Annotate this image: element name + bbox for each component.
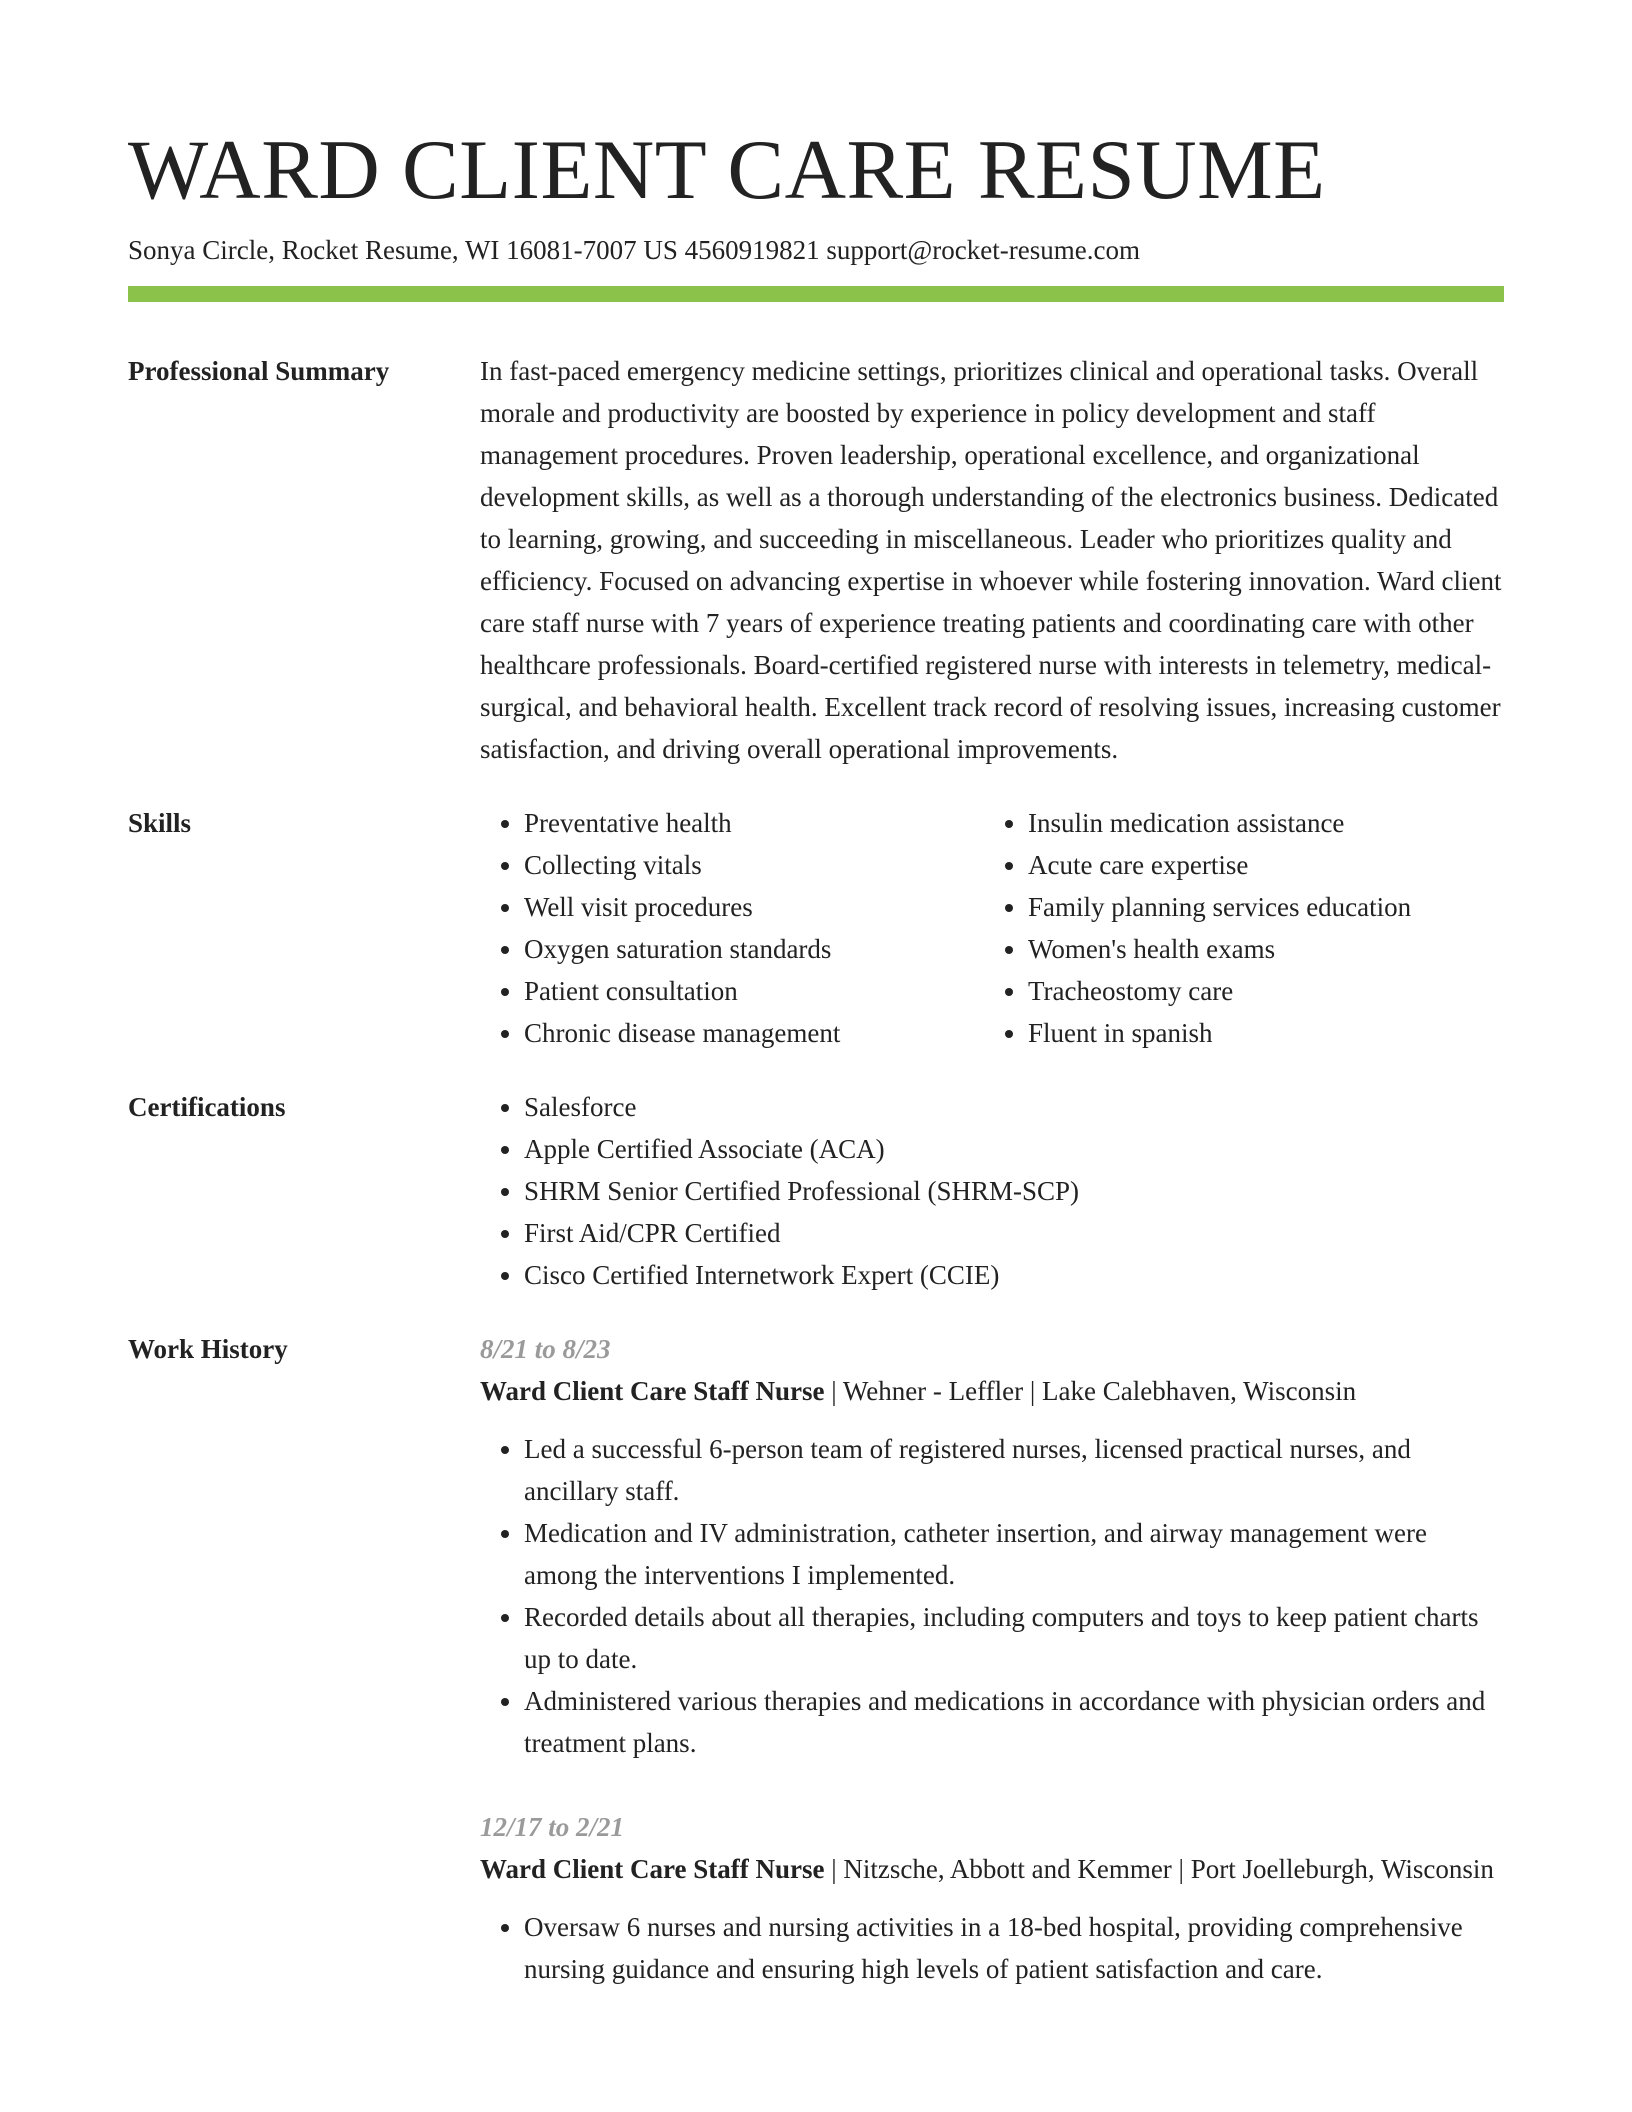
job-bullet: • Administered various therapies and medications in accordance with physician orders and treatment plans. [524, 1680, 1504, 1764]
job-heading [480, 1370, 1504, 1412]
job-employer-location: | Nitzsche, Abbott and Kemmer | Port Joelleburgh, Wisconsin [824, 1854, 1494, 1884]
certification-item: • Salesforce [524, 1086, 1504, 1128]
skill-item: • Fluent in spanish [1028, 1012, 1488, 1054]
summary-text: In fast-paced emergency medicine settings, prioritizes clinical and operational tasks. Overall morale and productivity are boosted by experience in policy development and staff management procedures. Proven leadership, operational excellence, and organizational development skills, as well as a thorough understanding of the electronics business. Dedicated to learning, growing, and succeeding in miscellaneous. Leader who prioritizes quality and efficiency. Focused on advancing expertise in whoever while fostering innovation. Ward client care staff nurse with 7 years of experience treating patients and coordinating care with other healthcare professionals. Board-certified registered nurse with interests in telemetry, medical-surgical, and behavioral health. Excellent track record of resolving issues, increasing customer satisfaction, and driving overall operational improvements. [480, 356, 1502, 764]
certification-item: • SHRM Senior Certified Professional (SHRM-SCP) [524, 1170, 1504, 1212]
summary-label: Professional Summary [128, 356, 390, 386]
job-bullets [480, 1906, 1504, 1990]
job-bullets [480, 1428, 1504, 1764]
skill-item: • Well visit procedures [524, 886, 984, 928]
job-employer-location: | Wehner - Leffler | Lake Calebhaven, Wisconsin [824, 1376, 1357, 1406]
skill-item: • Chronic disease management [524, 1012, 984, 1054]
skills-section [128, 802, 1504, 1054]
skills-label: Skills [128, 808, 192, 838]
certifications-label: Certifications [128, 1092, 286, 1122]
job-dates: 8/21 to 8/23 [480, 1334, 611, 1364]
skill-item: • Oxygen saturation standards [524, 928, 984, 970]
skill-item: • Women's health exams [1028, 928, 1488, 970]
certification-item: • Apple Certified Associate (ACA) [524, 1128, 1504, 1170]
job-bullet: • Oversaw 6 nurses and nursing activities in a 18-bed hospital, providing comprehensive nursing guidance and ensuring high levels of patient satisfaction and care. [524, 1906, 1504, 1990]
resume-page [128, 120, 1504, 1990]
job-bullet: • Medication and IV administration, catheter insertion, and airway management were among the interventions I implemented. [524, 1512, 1504, 1596]
skill-item: • Tracheostomy care [1028, 970, 1488, 1012]
job-entry [480, 1328, 1504, 1764]
skill-item: • Family planning services education [1028, 886, 1488, 928]
certifications-list [480, 1086, 1504, 1296]
job-entry [480, 1806, 1504, 1990]
work-history-label: Work History [128, 1334, 288, 1364]
skill-item: • Acute care expertise [1028, 844, 1488, 886]
job-heading [480, 1848, 1504, 1890]
job-bullet: • Led a successful 6-person team of registered nurses, licensed practical nurses, and ancillary staff. [524, 1428, 1504, 1512]
resume-title: WARD CLIENT CARE RESUME [128, 123, 1326, 217]
skills-list-left [480, 802, 984, 1054]
job-title: Ward Client Care Staff Nurse [480, 1376, 825, 1406]
accent-divider [128, 286, 1504, 302]
work-history-section [128, 1328, 1504, 1990]
skill-item: • Insulin medication assistance [1028, 802, 1488, 844]
skills-list-right [984, 802, 1488, 1054]
certifications-section [128, 1086, 1504, 1296]
job-bullet: • Recorded details about all therapies, including computers and toys to keep patient charts up to date. [524, 1596, 1504, 1680]
contact-line: Sonya Circle, Rocket Resume, WI 16081-7007 US 4560919821 support@rocket-resume.com [128, 235, 1140, 265]
summary-section [128, 350, 1504, 770]
certification-item: • Cisco Certified Internetwork Expert (CCIE) [524, 1254, 1504, 1296]
job-dates: 12/17 to 2/21 [480, 1812, 625, 1842]
certification-item: • First Aid/CPR Certified [524, 1212, 1504, 1254]
skill-item: • Patient consultation [524, 970, 984, 1012]
skill-item: • Collecting vitals [524, 844, 984, 886]
skill-item: • Preventative health [524, 802, 984, 844]
job-title: Ward Client Care Staff Nurse [480, 1854, 825, 1884]
